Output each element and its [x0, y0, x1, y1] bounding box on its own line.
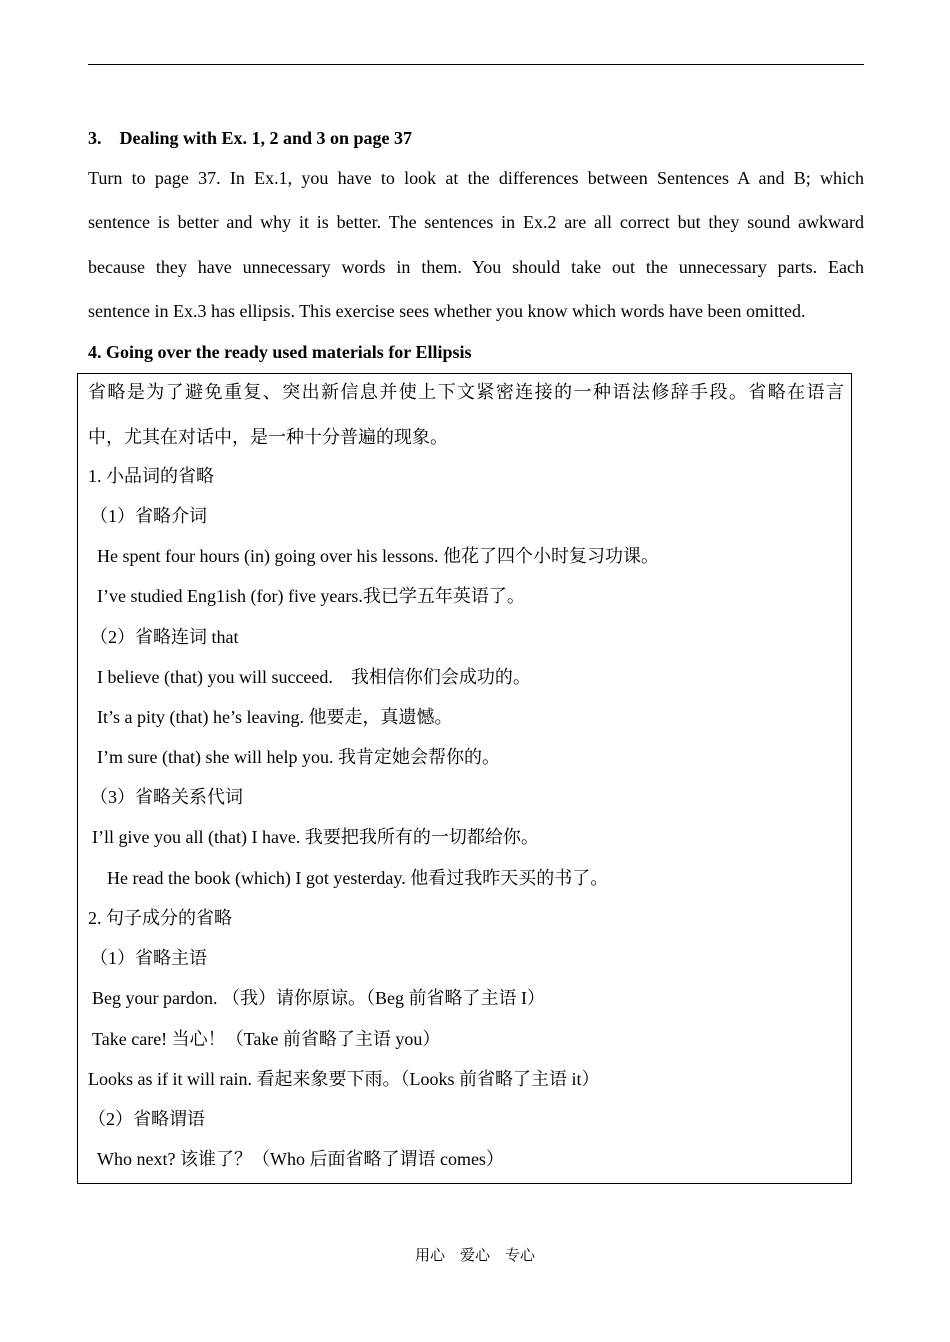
- box-example-line: Beg your pardon. （我）请你原谅。（Beg 前省略了主语 I）: [92, 988, 545, 1008]
- box-example-line: I’ve studied Eng1ish (for) five years.我已学五年英语了。: [97, 586, 525, 606]
- box-example-line: He read the book (which) I got yesterday. 他看过我昨天买的书了。: [107, 868, 609, 888]
- header-rule: [88, 64, 864, 65]
- box-example-line: It’s a pity (that) he’s leaving. 他要走，真遗憾。: [97, 707, 453, 727]
- box-heading-particles: 1. 小品词的省略: [88, 466, 214, 486]
- box-intro-line: 中，尤其在对话中，是一种十分普遍的现象。: [88, 427, 448, 447]
- box-example-line: Looks as if it will rain. 看起来象要下雨。（Looks 前省略了主语 it）: [88, 1069, 600, 1089]
- box-subheading-subject: （1）省略主语: [90, 948, 207, 968]
- box-example-line: I believe (that) you will succeed. 我相信你们会成功的。: [97, 667, 531, 687]
- section-3-paragraph-line: Turn to page 37. In Ex.1, you have to look at the differences between Sentences A and B; which: [88, 168, 864, 188]
- box-subheading-prepositions: （1）省略介词: [90, 506, 207, 526]
- box-subheading-predicate: （2）省略谓语: [88, 1109, 205, 1129]
- section-3-paragraph-line: sentence in Ex.3 has ellipsis. This exercise sees whether you know which words have been omitted.: [88, 301, 806, 321]
- section-3-heading: 3. Dealing with Ex. 1, 2 and 3 on page 37: [88, 128, 413, 148]
- page-footer: 用心 爱心 专心: [414, 1248, 535, 1264]
- box-heading-sentence-elements: 2. 句子成分的省略: [88, 908, 232, 928]
- section-4-heading: 4. Going over the ready used materials for Ellipsis: [88, 342, 472, 362]
- box-example-line: Who next? 该谁了？（Who 后面省略了谓语 comes）: [97, 1149, 504, 1169]
- box-example-line: I’ll give you all (that) I have. 我要把我所有的一切都给你。: [92, 827, 539, 847]
- section-3-paragraph-line: because they have unnecessary words in them. You should take out the unnecessary parts. Each: [88, 257, 864, 277]
- box-subheading-conjunction: （2）省略连词 that: [90, 627, 239, 647]
- box-example-line: He spent four hours (in) going over his lessons. 他花了四个小时复习功课。: [97, 546, 659, 566]
- box-intro-line: 省略是为了避免重复、突出新信息并使上下文紧密连接的一种语法修辞手段。省略在语言: [88, 382, 844, 402]
- section-3-paragraph-line: sentence is better and why it is better. The sentences in Ex.2 are all correct but they sound awkward: [88, 212, 864, 232]
- box-example-line: Take care! 当心！（Take 前省略了主语 you）: [92, 1029, 441, 1049]
- box-example-line: I’m sure (that) she will help you. 我肯定她会帮你的。: [97, 747, 500, 767]
- box-subheading-relative-pronoun: （3）省略关系代词: [90, 787, 243, 807]
- ellipsis-materials-box: [77, 373, 852, 1184]
